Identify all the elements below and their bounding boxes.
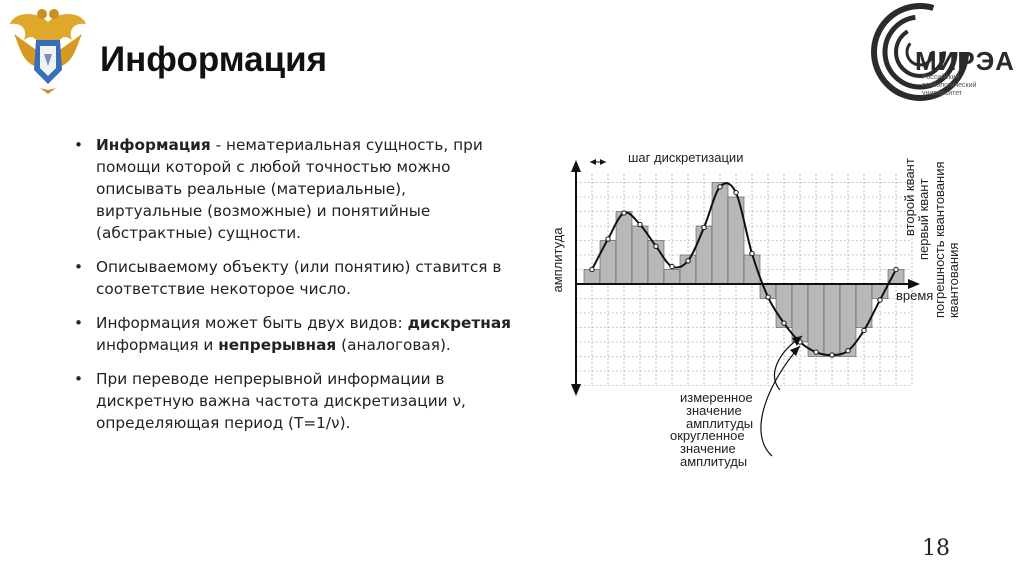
y-axis-label: амплитуда [550,227,565,293]
x-axis-label: время [896,288,934,303]
sample-point [622,211,626,215]
sample-point [846,349,850,353]
sample-point [830,353,834,357]
y-axis-arrow-down [571,384,581,396]
rounded-bar [696,226,712,284]
step-label: шаг дискретизации [628,150,744,165]
sampling-chart [540,140,980,470]
sample-point [750,251,754,255]
bullet-bold-discrete: дискретная [407,314,512,332]
bullet-term: Информация [96,136,211,154]
slide-title: Информация [100,40,328,79]
rounded-bar [808,284,824,357]
logo-name: МИРЭА [915,46,1015,76]
quant-error-label: погрешность квантования [932,161,947,318]
sample-point [702,225,706,229]
bullet-text: Информация может быть двух видов: [96,314,408,332]
bullet-bold-continuous: непрерывная [218,336,337,354]
y-axis-arrow-up [571,160,581,172]
sample-point [686,259,690,263]
bullet-text: Описываемому объекту (или понятию) ставится в соответствие некоторое число. [96,258,502,298]
sample-point [638,222,642,226]
sample-point [590,267,594,271]
bullet-text: - нематериальная сущность, при помощи которой с любой точностью можно описывать реальные (материальные), виртуальные (возможные) и понятийные (абстрактные) сущности. [96,136,483,242]
list-item [72,368,512,434]
logo-subtitle: Российский технологический университет [922,74,977,97]
list-item [72,134,512,244]
bullet-text: При переводе непрерывной информации в дискретную важна частота дискретизации ν, определяющая период (T=1/ν). [96,370,466,432]
sample-point [862,328,866,332]
rounded-bar [792,284,808,342]
list-item [72,312,512,356]
sample-point [670,264,674,268]
sample-point [718,185,722,189]
step-annotation [590,150,743,165]
sample-point [814,350,818,354]
sample-point [894,267,898,271]
first-quant-label: первый квант [916,178,931,260]
sample-point [654,244,658,248]
bullet-list [72,134,512,446]
bullet-text: информация и [96,336,219,354]
sample-point [782,321,786,325]
rounded-bar [600,241,616,285]
measured-label-2: значение [686,403,742,418]
rounded-bar [664,270,680,285]
page-number: 18 [922,536,950,561]
rounded-bar [616,212,632,285]
sample-point [606,237,610,241]
quant-error-label-line2: квантования [946,242,961,318]
bullet-text: (аналоговая). [336,336,451,354]
list-item [72,256,512,300]
second-quant-label: второй квант [902,158,917,236]
rounded-label-3: амплитуды [680,454,748,469]
rounded-label-1: округленное [670,428,745,443]
eagle-emblem-icon [8,4,88,100]
measured-label-1: измеренное [680,390,753,405]
rounded-label-2: значение [680,441,736,456]
rounded-bar [632,226,648,284]
measured-label-3: амплитуды [686,416,754,431]
rounded-bar [824,284,840,357]
sample-point [734,190,738,194]
sample-point [878,298,882,302]
sample-point [766,295,770,299]
